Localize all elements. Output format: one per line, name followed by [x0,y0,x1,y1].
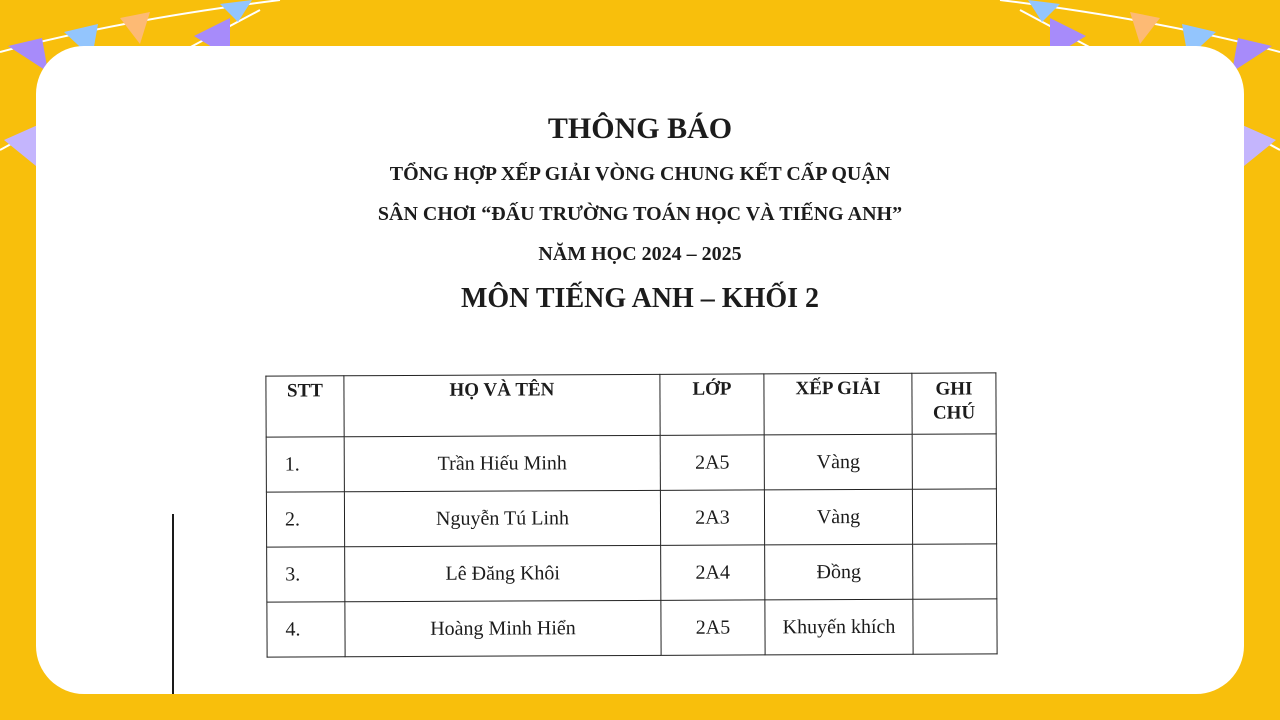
cell-stt: 1. [266,437,344,492]
header-award: XẾP GIẢI [764,373,912,435]
notice-subtitle-line2: SÂN CHƠI “ĐẤU TRƯỜNG TOÁN HỌC VÀ TIẾNG ANH” [377,203,903,225]
cell-note [913,544,997,599]
results-table [265,372,997,657]
school-year: NĂM HỌC 2024 – 2025 [538,243,742,265]
cell-class: 2A5 [661,600,765,655]
cell-name: Lê Đăng Khôi [345,545,661,601]
cell-stt: 4. [267,602,345,657]
cell-name: Trần Hiếu Minh [344,435,660,491]
cell-class: 2A3 [660,490,764,545]
header-note-line2: CHÚ [932,402,976,424]
notice-title: THÔNG BÁO [547,112,733,145]
table-row [266,434,996,492]
header-stt: STT [266,376,344,437]
flag-icon [1232,38,1272,72]
cell-note [912,434,996,489]
cell-note [912,489,996,544]
table-header-row [266,373,996,437]
table-row [267,544,997,602]
cell-name: Hoàng Minh Hiển [345,600,661,656]
flag-icon [8,38,48,72]
flag-icon [1130,12,1160,44]
flag-icon [1028,0,1060,22]
header-note [912,373,996,434]
document-edge-line [172,514,174,694]
cell-award: Khuyến khích [765,599,913,655]
cell-award: Đồng [765,544,913,600]
cell-award: Vàng [764,489,912,545]
cell-name: Nguyễn Tú Linh [344,490,660,546]
notice-subtitle-line1: TỔNG HỢP XẾP GIẢI VÒNG CHUNG KẾT CẤP QUẬN [389,163,891,185]
header-name: HỌ VÀ TÊN [344,374,660,436]
header-note-line1: GHI [935,378,973,400]
subject-grade: MÔN TIẾNG ANH – KHỐI 2 [460,283,820,314]
cell-stt: 3. [267,547,345,602]
flag-icon [220,0,252,22]
table-row [266,489,996,547]
cell-class: 2A5 [660,435,764,490]
table-row [267,599,997,657]
cell-class: 2A4 [661,545,765,600]
header-class: LỚP [660,374,764,435]
flag-icon [120,12,150,44]
cell-stt: 2. [266,492,344,547]
cell-note [913,599,997,654]
cell-award: Vàng [764,434,912,490]
